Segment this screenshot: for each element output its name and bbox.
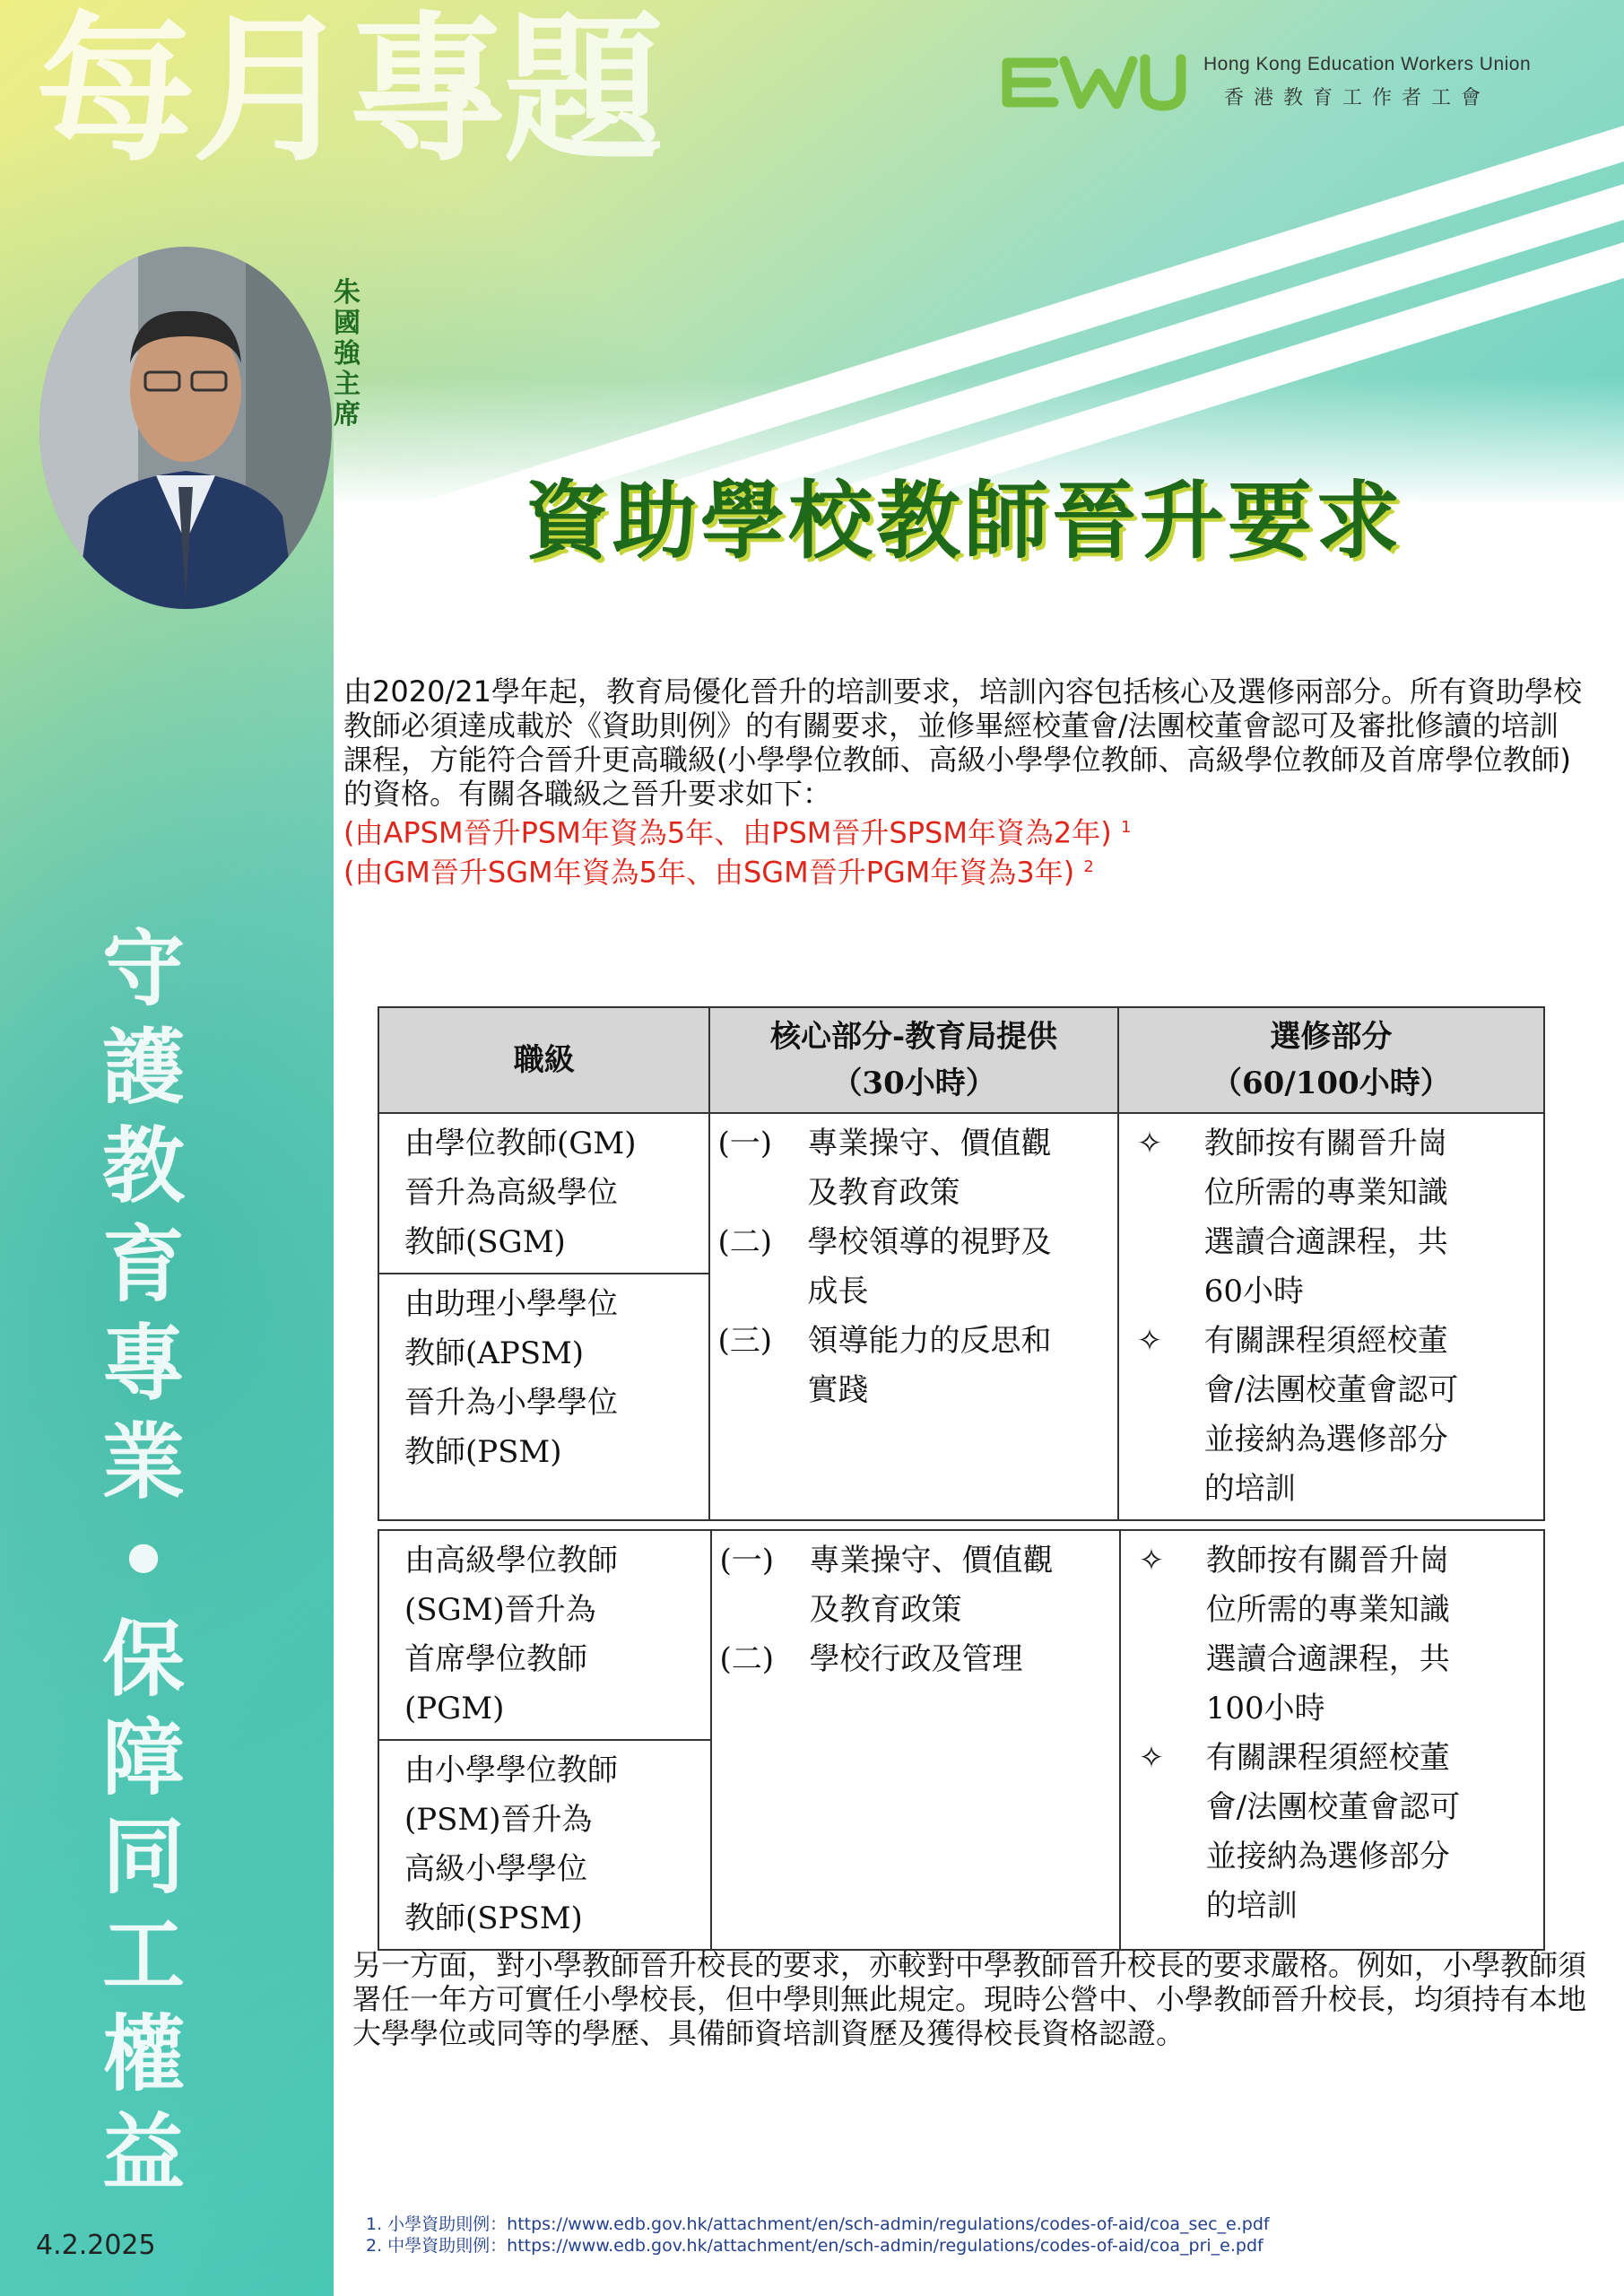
- elective-line: 的培訓: [1203, 1471, 1296, 1507]
- core-item: [717, 1218, 1109, 1317]
- header-core-title: 核心部分-教育局提供: [770, 1019, 1058, 1055]
- elective-cell: [1120, 1530, 1544, 1950]
- rank-line: 晉升為高級學位: [404, 1175, 618, 1211]
- header-core-hours: （30小時）: [831, 1065, 996, 1101]
- header-elective-title: 選修部分: [1270, 1019, 1393, 1055]
- requirements-table-1: [378, 1006, 1545, 1521]
- rank-line: 高級小學學位: [404, 1851, 587, 1887]
- closing-section: [352, 1948, 1590, 2050]
- core-cell: [709, 1113, 1117, 1520]
- item-number: (三): [717, 1323, 772, 1359]
- rank-line: 晉升為小學學位: [404, 1385, 618, 1421]
- rank-line: 教師(APSM): [404, 1335, 585, 1371]
- elective-line: 有關課程須經校董: [1203, 1323, 1448, 1359]
- core-item: [719, 1635, 1111, 1684]
- slogan-char: 守: [101, 920, 185, 1017]
- slogan-char: 權: [101, 2005, 185, 2102]
- rank-cell: [378, 1740, 711, 1950]
- slogan-char: 障: [101, 1709, 185, 1806]
- rank-line: 由學位教師(GM): [404, 1126, 637, 1161]
- header-core: [709, 1007, 1117, 1113]
- elective-line: 有關課程須經校董: [1205, 1740, 1450, 1776]
- org-name-zh: 香港教育工作者工會: [1224, 87, 1491, 109]
- slogan-char: 護: [101, 1019, 185, 1116]
- core-line: 專業操守、價值觀: [807, 1126, 1052, 1161]
- elective-line: 會/法團校董會認可: [1203, 1372, 1459, 1408]
- core-item: [717, 1317, 1109, 1415]
- elective-item: [1126, 1317, 1536, 1514]
- rank-cell: [378, 1530, 711, 1740]
- elective-line: 教師按有關晉升崗: [1203, 1126, 1448, 1161]
- rank-cell: [378, 1113, 709, 1274]
- elective-item: [1128, 1734, 1536, 1931]
- slogan-char: 育: [101, 1216, 185, 1313]
- diamond-bullet-icon: ✧: [1136, 1323, 1163, 1359]
- core-line: 領導能力的反思和: [807, 1323, 1052, 1359]
- org-name-en: Hong Kong Education Workers Union: [1203, 54, 1532, 74]
- rank-line: 教師(SGM): [404, 1224, 566, 1260]
- footnotes: [366, 2213, 1270, 2257]
- slogan-char: 保: [101, 1611, 185, 1708]
- item-number: (一): [719, 1543, 774, 1578]
- item-number: (一): [717, 1126, 772, 1161]
- slogan: [90, 919, 197, 2202]
- rank-line: 教師(PSM): [404, 1434, 562, 1470]
- elective-line: 位所需的專業知識: [1203, 1175, 1448, 1211]
- requirement-note-secondary: [343, 850, 1585, 890]
- footnote-item[interactable]: 2. 中學資助則例：https://www.edb.gov.hk/attachment/en/sch-admin/regulations/codes-of-aid/coa_pri_e.pdf: [366, 2236, 1264, 2256]
- publish-date: 4.2.2025: [36, 2230, 156, 2261]
- slogan-char: •: [117, 1512, 170, 1609]
- item-number: (二): [719, 1641, 774, 1677]
- elective-line: 位所需的專業知識: [1205, 1592, 1450, 1628]
- core-line: 學校領導的視野及: [807, 1224, 1052, 1260]
- elective-item: [1126, 1119, 1536, 1317]
- slogan-char: 益: [101, 2104, 185, 2201]
- core-item: [719, 1536, 1111, 1635]
- header-elective-hours: （60/100小時）: [1211, 1065, 1451, 1101]
- rank-line: 由小學學位教師: [404, 1752, 618, 1788]
- core-line: 及教育政策: [809, 1592, 962, 1628]
- rank-line: (PSM)晉升為: [404, 1802, 593, 1838]
- footnote-ref: 1: [1120, 818, 1132, 837]
- rank-line: 由高級學位教師: [404, 1543, 618, 1578]
- elective-line: 60小時: [1203, 1274, 1305, 1309]
- requirement-note-primary: [343, 811, 1585, 850]
- intro-paragraph: 由2020/21學年起，教育局優化晉升的培訓要求，培訓內容包括核心及選修兩部分。所有資助學校教師必須達成載於《資助則例》的有關要求，並修畢經校董會/法團校董會認可及審批修讀的培訓課程，方能符合晉升更高職級(小學學位教師、高級小學學位教師、高級學位教師及首席學位教師)的資格。有關各職級之晉升要求如下：: [343, 674, 1582, 811]
- elective-line: 選讀合適課程，共: [1205, 1641, 1450, 1677]
- page-title: 資助學校教師晉升要求: [525, 472, 1404, 570]
- elective-line: 會/法團校董會認可: [1205, 1789, 1461, 1825]
- requirement-note-text: (由GM晉升SGM年資為5年、由SGM晉升PGM年資為3年): [343, 855, 1075, 890]
- core-line: 學校行政及管理: [809, 1641, 1023, 1677]
- core-line: 實踐: [807, 1372, 869, 1408]
- header-rank: 職級: [378, 1007, 709, 1113]
- core-line: 專業操守、價值觀: [809, 1543, 1054, 1578]
- slogan-char: 業: [101, 1413, 185, 1510]
- slogan-char: 教: [101, 1118, 185, 1214]
- core-item: [717, 1119, 1109, 1218]
- elective-line: 並接納為選修部分: [1203, 1422, 1448, 1457]
- elective-item: [1128, 1536, 1536, 1734]
- slogan-char: 專: [101, 1315, 185, 1412]
- diamond-bullet-icon: ✧: [1138, 1543, 1165, 1578]
- elective-line: 教師按有關晉升崗: [1205, 1543, 1450, 1578]
- diamond-bullet-icon: ✧: [1138, 1740, 1165, 1776]
- rank-cell: [378, 1274, 709, 1520]
- elective-cell: [1118, 1113, 1544, 1520]
- intro-section: [343, 674, 1585, 889]
- author-name: 朱國強主席: [334, 277, 360, 430]
- rank-line: 由助理小學學位: [404, 1286, 618, 1322]
- core-line: 及教育政策: [807, 1175, 960, 1211]
- item-number: (二): [717, 1224, 772, 1260]
- elective-line: 100小時: [1205, 1691, 1325, 1726]
- footnote-item[interactable]: 1. 小學資助則例：https://www.edb.gov.hk/attachment/en/sch-admin/regulations/codes-of-aid/coa_sec_e.pdf: [366, 2214, 1270, 2234]
- elective-line: 的培訓: [1205, 1888, 1298, 1924]
- slogan-char: 工: [101, 1907, 185, 2004]
- core-cell: [711, 1530, 1119, 1950]
- elective-line: 選讀合適課程，共: [1203, 1224, 1448, 1260]
- rank-line: (PGM): [404, 1691, 505, 1726]
- closing-paragraph: 另一方面，對小學教師晉升校長的要求，亦較對中學教師晉升校長的要求嚴格。例如，小學教師須署任一年方可實任小學校長，但中學則無此規定。現時公營中、小學教師晉升校長，均須持有本地大學學位或同等的學歷、具備師資培訓資歷及獲得校長資格認證。: [352, 1948, 1587, 2050]
- footnote-ref: 2: [1083, 857, 1094, 876]
- requirements-table-2: [378, 1529, 1545, 1951]
- diamond-bullet-icon: ✧: [1136, 1126, 1163, 1161]
- elective-line: 並接納為選修部分: [1205, 1839, 1450, 1874]
- rank-line: 首席學位教師: [404, 1641, 587, 1677]
- rank-line: 教師(SPSM): [404, 1900, 583, 1936]
- requirement-note-text: (由APSM晉升PSM年資為5年、由PSM晉升SPSM年資為2年): [343, 815, 1112, 850]
- slogan-char: 同: [101, 1808, 185, 1905]
- banner-title: 每月專題: [36, 0, 660, 183]
- ewu-logo-icon: [1000, 47, 1193, 118]
- rank-line: (SGM)晉升為: [404, 1592, 596, 1628]
- core-line: 成長: [807, 1274, 869, 1309]
- author-photo: [39, 247, 332, 609]
- header-elective: [1118, 1007, 1544, 1113]
